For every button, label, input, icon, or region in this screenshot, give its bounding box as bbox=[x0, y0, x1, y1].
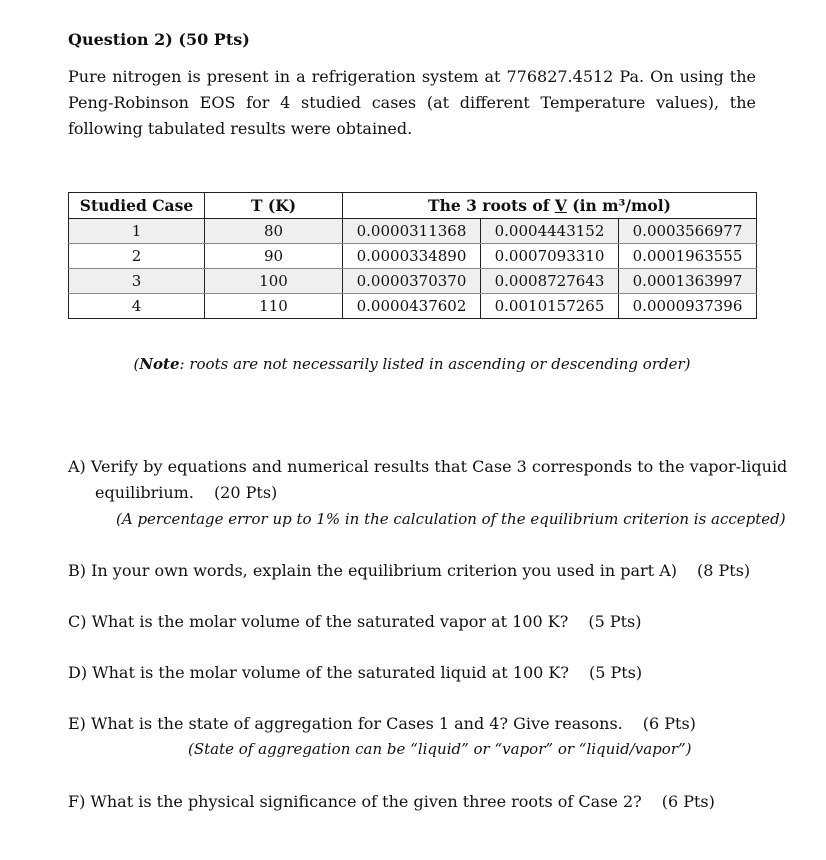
question-b-text: B) In your own words, explain the equilibrium criterion you used in part A) bbox=[68, 561, 677, 580]
cell-root-3: 0.0000937396 bbox=[619, 294, 757, 319]
table-row bbox=[69, 244, 757, 269]
problem-statement: Pure nitrogen is present in a refrigeration system at 776827.4512 Pa. On using the Peng-Robinson EOS for 4 studied cases (at different Temperature values), the following tabulated results were obtained. bbox=[68, 67, 756, 138]
header-roots-variable: V bbox=[554, 196, 567, 215]
question-a-line1: A) Verify by equations and numerical results that Case 3 corresponds to the vapor-liquid bbox=[68, 457, 788, 476]
cell-root-2: 0.0004443152 bbox=[481, 219, 619, 244]
header-roots bbox=[343, 193, 757, 219]
question-e-text: E) What is the state of aggregation for Cases 1 and 4? Give reasons. bbox=[68, 714, 623, 733]
question-c bbox=[68, 612, 641, 631]
cell-case: 4 bbox=[69, 294, 205, 319]
question-d-points: (5 Pts) bbox=[588, 663, 643, 682]
cell-case: 2 bbox=[69, 244, 205, 269]
cell-root-3: 0.0001963555 bbox=[619, 244, 757, 269]
question-b bbox=[68, 561, 750, 580]
header-roots-prefix: The 3 roots of bbox=[428, 196, 555, 215]
question-f-text: F) What is the physical significance of the given three roots of Case 2? bbox=[68, 792, 642, 811]
cell-temperature: 90 bbox=[205, 244, 343, 269]
table-row bbox=[69, 294, 757, 319]
question-f-points: (6 Pts) bbox=[661, 792, 715, 811]
question-a-word: equilibrium. bbox=[95, 483, 194, 502]
ordering-note bbox=[68, 355, 756, 373]
note-open: ( bbox=[133, 355, 140, 373]
question-d bbox=[68, 663, 642, 682]
table-header-row bbox=[69, 193, 757, 219]
header-temperature: T (K) bbox=[205, 193, 343, 219]
cell-root-2: 0.0010157265 bbox=[481, 294, 619, 319]
cell-root-3: 0.0001363997 bbox=[619, 269, 757, 294]
cell-root-1: 0.0000370370 bbox=[343, 269, 481, 294]
question-c-points: (5 Pts) bbox=[588, 612, 642, 631]
question-b-points: (8 Pts) bbox=[697, 561, 751, 580]
note-label: Note bbox=[139, 355, 180, 373]
header-studied-case: Studied Case bbox=[69, 193, 205, 219]
question-title: Question 2) (50 Pts) bbox=[68, 30, 250, 49]
note-text: : roots are not necessarily listed in ascending or descending order) bbox=[179, 355, 691, 373]
cell-temperature: 80 bbox=[205, 219, 343, 244]
cell-root-1: 0.0000311368 bbox=[343, 219, 481, 244]
cell-root-2: 0.0007093310 bbox=[481, 244, 619, 269]
table-row bbox=[69, 219, 757, 244]
header-roots-suffix: (in m³/mol) bbox=[566, 196, 671, 215]
cell-root-3: 0.0003566977 bbox=[619, 219, 757, 244]
question-f bbox=[68, 792, 715, 811]
question-d-text: D) What is the molar volume of the saturated liquid at 100 K? bbox=[68, 663, 569, 682]
question-a-line2 bbox=[95, 483, 277, 502]
question-e-points: (6 Pts) bbox=[642, 714, 696, 733]
question-a-points: (20 Pts) bbox=[213, 483, 278, 502]
question-c-text: C) What is the molar volume of the saturated vapor at 100 K? bbox=[68, 612, 569, 631]
question-a-hint: (A percentage error up to 1% in the calculation of the equilibrium criterion is accepted) bbox=[116, 510, 786, 528]
cell-case: 3 bbox=[69, 269, 205, 294]
cell-case: 1 bbox=[69, 219, 205, 244]
table-row bbox=[69, 269, 757, 294]
cell-temperature: 100 bbox=[205, 269, 343, 294]
cell-root-1: 0.0000437602 bbox=[343, 294, 481, 319]
roots-table bbox=[68, 192, 757, 319]
question-e-hint: (State of aggregation can be “liquid” or “vapor” or “liquid/vapor”) bbox=[188, 740, 692, 758]
cell-root-2: 0.0008727643 bbox=[481, 269, 619, 294]
question-e bbox=[68, 714, 696, 733]
cell-temperature: 110 bbox=[205, 294, 343, 319]
cell-root-1: 0.0000334890 bbox=[343, 244, 481, 269]
